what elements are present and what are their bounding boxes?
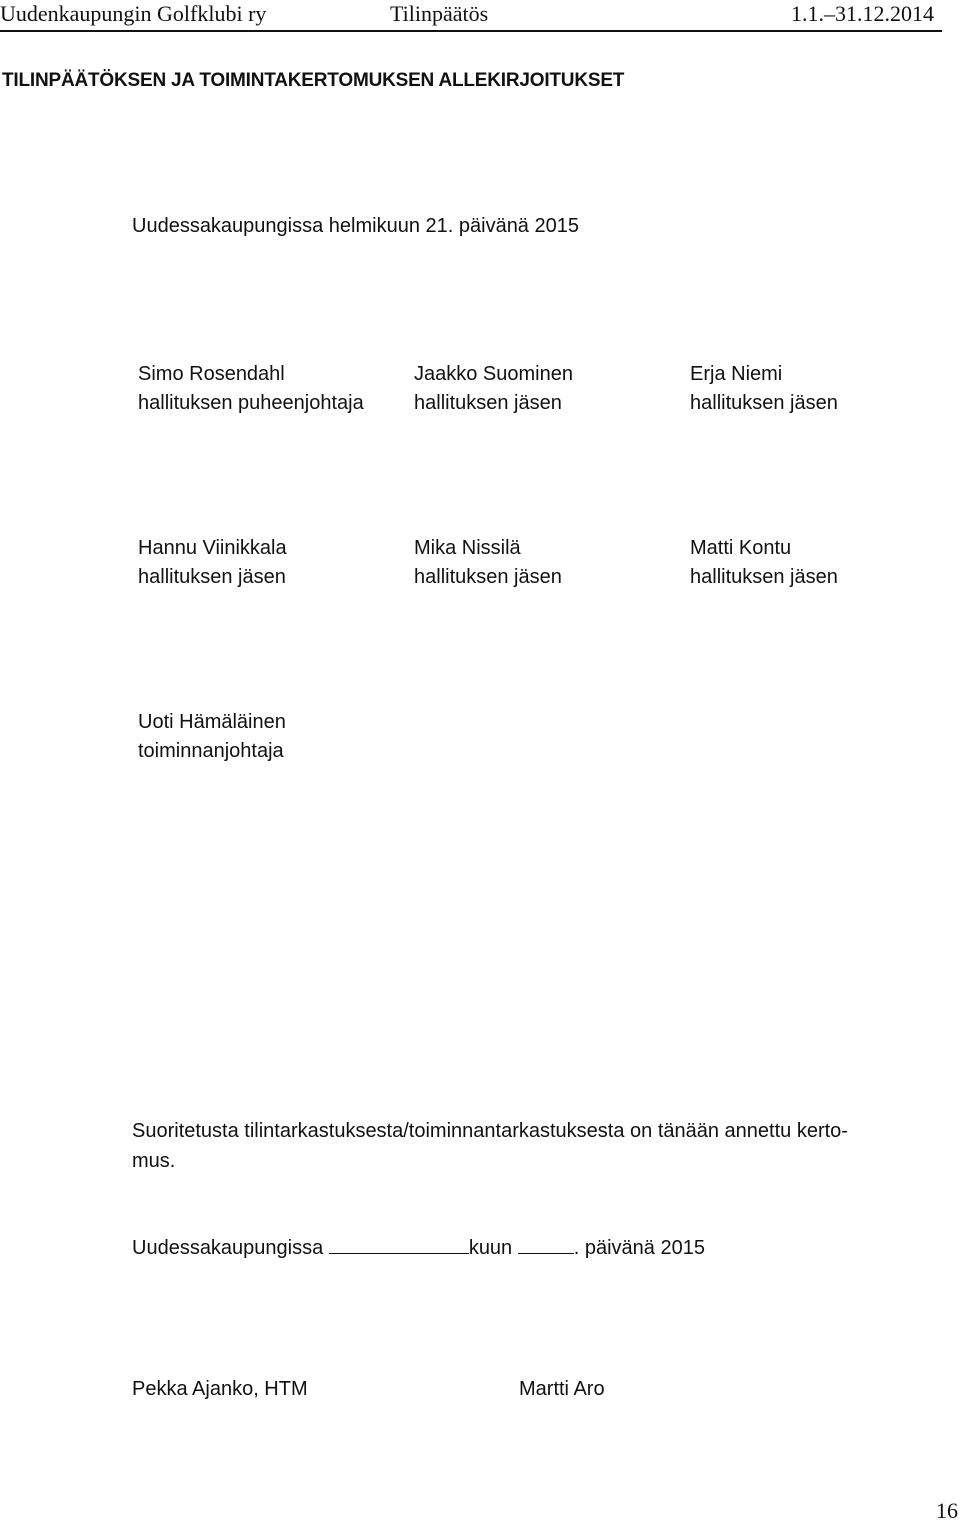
page-number: 16 (936, 1498, 958, 1523)
signatory-name: Hannu Viinikkala (138, 537, 287, 559)
signing-place-date: Uudessakaupungissa helmikuun 21. päivänä 2015 (132, 215, 579, 237)
audit-statement (132, 1116, 932, 1176)
audit-statement-line: mus. (132, 1150, 176, 1172)
signatory-role: hallituksen jäsen (690, 566, 838, 588)
header-document-type: Tilinpäätös (390, 1, 489, 26)
signatory-name: Mika Nissilä (414, 537, 521, 559)
auditor-name: Martti Aro (519, 1378, 605, 1400)
audit-place-date (132, 1233, 705, 1260)
signature-block (414, 360, 573, 418)
signature-block (690, 534, 838, 592)
signatory-role: hallituksen puheenjohtaja (138, 392, 364, 414)
signature-block (138, 360, 364, 418)
page-header (0, 0, 960, 34)
signatory-name: Erja Niemi (690, 363, 783, 385)
signatory-name: Matti Kontu (690, 537, 792, 559)
month-blank-line (518, 1233, 574, 1254)
signatory-role: hallituksen jäsen (690, 392, 838, 414)
signatory-role: toiminnanjohtaja (138, 740, 284, 762)
signatory-name: Simo Rosendahl (138, 363, 285, 385)
header-divider (0, 30, 942, 32)
date-suffix: . päivänä 2015 (573, 1237, 705, 1259)
signature-block (690, 360, 838, 418)
page-title: TILINPÄÄTÖKSEN JA TOIMINTAKERTOMUKSEN ALLEKIRJOITUKSET (2, 70, 625, 91)
signature-block (414, 534, 562, 592)
header-period: 1.1.–31.12.2014 (791, 1, 934, 26)
signatory-name: Uoti Hämäläinen (138, 711, 286, 733)
day-blank-line (329, 1233, 469, 1254)
auditor-name: Pekka Ajanko, HTM (132, 1378, 308, 1400)
signatory-role: hallituksen jäsen (138, 566, 286, 588)
signatory-role: hallituksen jäsen (414, 392, 562, 414)
signature-block (138, 534, 287, 592)
month-word: kuun (468, 1237, 513, 1259)
signatory-role: hallituksen jäsen (414, 566, 562, 588)
audit-statement-line: Suoritetusta tilintarkastuksesta/toiminnantarkastuksesta on tänään annettu kerto- (132, 1120, 848, 1142)
header-organization: Uudenkaupungin Golfklubi ry (0, 1, 267, 26)
audit-city: Uudessakaupungissa (132, 1237, 324, 1259)
signature-block (138, 708, 286, 766)
signatory-name: Jaakko Suominen (414, 363, 573, 385)
